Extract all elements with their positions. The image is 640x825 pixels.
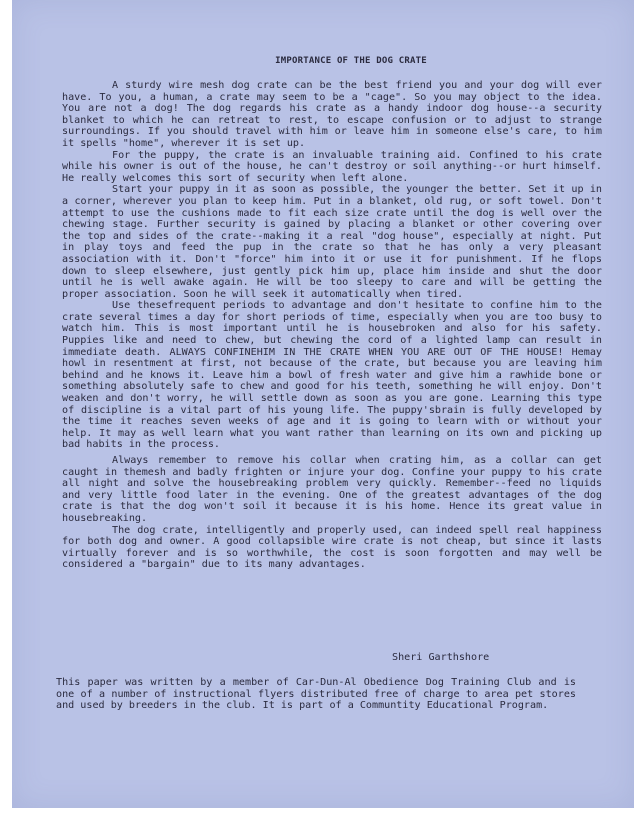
document-body [62, 80, 602, 571]
paragraph-2: For the puppy, the crate is an invaluable training aid. Confined to his crate while his owner is out of the house, he can't destroy or soil anything--or hurt himself. He really welcomes this sort of security when left alone. [62, 149, 602, 184]
paragraph-6: The dog crate, intelligently and properly used, can indeed spell real happiness for both dog and owner. A good collapsible wire crate is not cheap, but since it lasts virtually forever and is so worthwhile, the cost is soon forgotten and may well be considered a "bargain" due to its many advantages. [62, 524, 602, 571]
paragraph-5: Always remember to remove his collar when crating him, as a collar can get caught in themesh and badly frighten or injure your dog. Confine your puppy to his crate all night and solve the housebreaking problem very quickly. Remember--feed no liquids and very little food later in the evening. One of the greatest advantages of the dog crate is that the dog won't soil it because it is his home. Hence its great value in housebreaking. [62, 455, 602, 524]
paragraph-3: Start your puppy in it as soon as possible, the younger the better. Set it up in a corner, wherever you plan to keep him. Put in a blanket, old rug, or soft towel. Don't attempt to use the cushions made to fit each size crate until the dog is well over the chewing stage. Further security is gained by placing a blanket or other covering over the top and sides of the crate--making it a real "dog house", especially at night. Put in play toys and feed the pup in the crate so that he has only a very pleasant association with it. Don't "force" him into it or use it for punishment. If he flops down to sleep elsewhere, just gently pick him up, place him inside and shut the door until he is well awake again. He will be too sleepy to care and will be getting the proper association. Soon he will seek it automatically when tired. [62, 184, 602, 300]
document-title: IMPORTANCE OF THE DOG CRATE [275, 56, 427, 66]
paragraph-4: Use thesefrequent periods to advantage and don't hesitate to confine him to the crate several times a day for short periods of time, especially when you are too busy to watch him. This is most important until he is housebroken and also for his safety. Puppies like and need to chew, but chewing the cord of a lighted lamp can result in immediate death. ALWAYS CONFINEHIM IN THE CRATE WHEN YOU ARE OUT OF THE HOUSE! Hemay howl in resentment at first, not because of the crate, but because you are leaving him behind and he knows it. Leave him a bowl of fresh water and give him a rawhide bone or something absolutely safe to chew and good for his teeth, something he will enjoy. Don't weaken and don't worry, he will settle down as soon as you are gone. Learning this type of discipline is a vital part of his young life. The puppy'sbrain is fully developed by the time it reaches seven weeks of age and it is going to learn with or without your help. It may as well learn what you want rather than learning on its own and picking up bad habits in the process. [62, 300, 602, 451]
document-page [12, 0, 634, 808]
footer-note: This paper was written by a member of Car-Dun-Al Obedience Dog Training Club and is one of a number of instructional flyers distributed free of charge to area pet stores and used by breeders in the club. It is part of a Communtity Educational Program. [56, 677, 576, 712]
author-signature: Sheri Garthshore [392, 652, 490, 663]
paragraph-1: A sturdy wire mesh dog crate can be the best friend you and your dog will ever have. To you, a human, a crate may seem to be a "cage". So you may object to the idea. You are not a dog! The dog regards his crate as a handy indoor dog house--a security blanket to which he can retreat to rest, to escape confusion or to adjust to strange surroundings. If you should travel with him or leave him in someone else's care, to him it spells "home", wherever it is set up. [62, 80, 602, 149]
